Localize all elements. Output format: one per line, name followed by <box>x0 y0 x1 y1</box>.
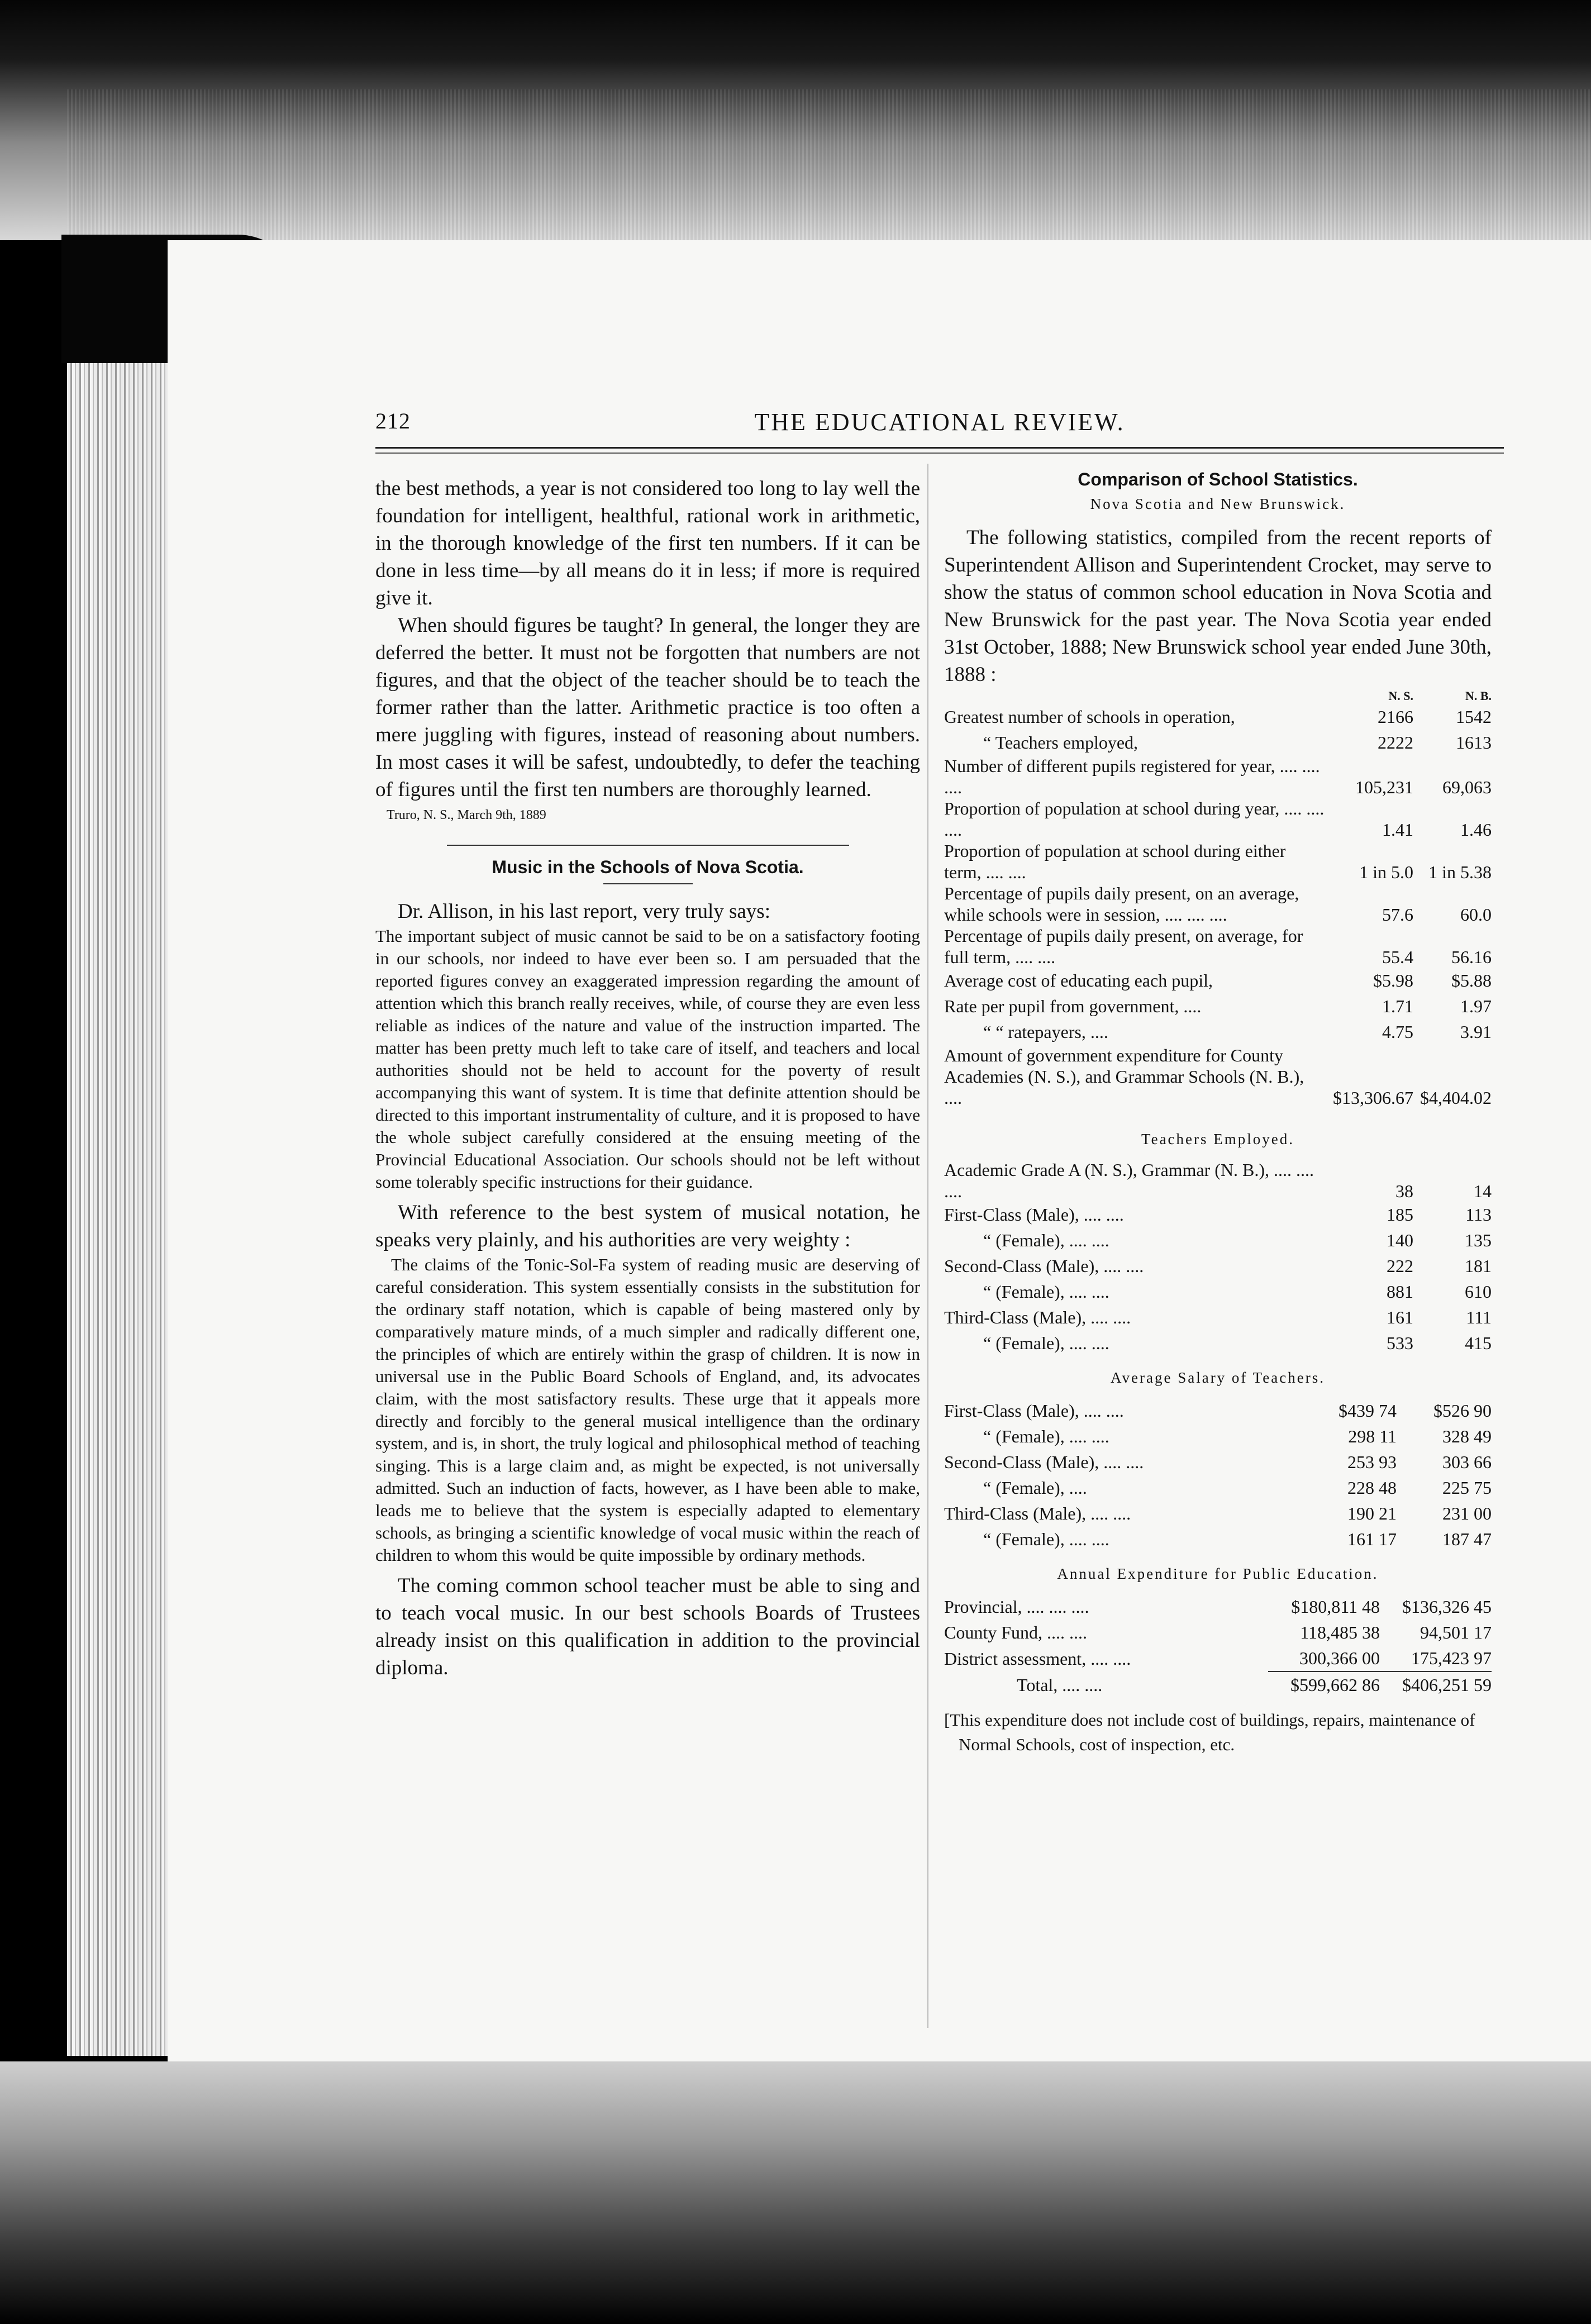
ns-value: 253 93 <box>1347 1452 1397 1472</box>
row-label: Number of different pupils registered for year, .... .... .... <box>944 756 1320 797</box>
row-label: Rate per pupil from government, .... <box>944 996 1202 1016</box>
ns-value: 2222 <box>1378 732 1413 753</box>
nb-value: 1.46 <box>1460 820 1492 840</box>
scan-bottom-shadow <box>0 2061 1591 2324</box>
row-label: Third-Class (Male), .... .... <box>944 1307 1131 1327</box>
row-label: Amount of government expenditure for County Academies (N. S.), and Grammar Schools (N. B.), .... <box>944 1045 1304 1108</box>
right-column <box>944 469 1492 1757</box>
journal-title: THE EDUCATIONAL REVIEW. <box>754 408 1125 436</box>
left-column <box>375 475 920 1682</box>
row-label: First-Class (Male), .... .... <box>944 1401 1124 1421</box>
total-label: Total, .... .... <box>1017 1675 1103 1695</box>
table-row <box>944 1475 1492 1501</box>
ns-value: 190 21 <box>1347 1503 1397 1523</box>
table-row <box>944 840 1492 883</box>
row-label: “ (Female), .... .... <box>983 1529 1109 1549</box>
nb-value: $136,326 45 <box>1402 1597 1492 1617</box>
nb-value: 1 in 5.38 <box>1428 862 1492 882</box>
quoted-paragraph: The important subject of music cannot be said to be on a satisfactory footing in our schools, nor indeed to have ever been so. I am persuaded that the reported figures convey an exaggerated impression regarding the amount of attention which this branch really receives, while, of course they are even less reliable as indices of the nature and value of the instruction imparted. The matter has been pretty much left to take care of itself, and teachers and local authorities should not be held to account for the poverty of result accompanying this want of system. It is time that definite attention should be directed to this important instrumentality of culture, and it is proposed to have the whole subject carefully considered at the ensuing meeting of the Provincial Educational Association. Our schools should not be left without some tolerably specific instructions for their guidance. <box>375 926 920 1192</box>
header-rule-double <box>375 453 1504 454</box>
nb-value: 94,501 17 <box>1420 1622 1492 1642</box>
row-label: “ (Female), .... .... <box>983 1426 1109 1446</box>
teachers-table <box>944 1159 1492 1356</box>
ns-value: 222 <box>1387 1256 1413 1276</box>
table-row <box>944 1449 1492 1475</box>
nb-value: 1613 <box>1456 732 1492 753</box>
ns-value: 38 <box>1395 1181 1413 1201</box>
ns-value: 118,485 38 <box>1300 1622 1380 1642</box>
ns-value: 1.41 <box>1382 820 1413 840</box>
nb-value: 113 <box>1465 1204 1492 1225</box>
paragraph: Dr. Allison, in his last report, very truly says: <box>398 900 770 923</box>
row-label: “ “ ratepayers, .... <box>983 1022 1108 1042</box>
page-number: 212 <box>375 408 411 434</box>
section-heading-statistics: Comparison of School Statistics. <box>1078 469 1358 489</box>
salary-table <box>944 1398 1492 1552</box>
nb-value: 175,423 97 <box>1411 1648 1492 1668</box>
paragraph: the best methods, a year is not considered too long to lay well the foundation for intelligent, healthful, rational work in arithmetic, in the thorough knowledge of the first ten numbers. If it can be done in less time—by all means do it in less; if more is required give it. <box>375 477 920 609</box>
row-label: Percentage of pupils daily present, on an average, while schools were in session, .... .... .... <box>944 883 1299 925</box>
paragraph: With reference to the best system of musical notation, he speaks very plainly, and his authorities are very weighty : <box>375 1201 920 1251</box>
row-label: Average cost of educating each pupil, <box>944 970 1213 990</box>
paragraph: The coming common school teacher must be able to sing and to teach vocal music. In our best schools Boards of Trustees already insist on this qualification in addition to the provincial diploma. <box>375 1574 920 1679</box>
teachers-heading: Teachers Employed. <box>1141 1131 1295 1147</box>
nb-value: 1542 <box>1456 707 1492 727</box>
nb-value: 14 <box>1474 1181 1492 1201</box>
table-row <box>944 1501 1492 1526</box>
ns-value: 300,366 00 <box>1299 1648 1380 1668</box>
nb-value: 415 <box>1465 1333 1492 1353</box>
ns-value: 228 48 <box>1347 1478 1397 1498</box>
table-row <box>944 1594 1492 1620</box>
section-subheading: Nova Scotia and New Brunswick. <box>1090 496 1346 512</box>
expenditure-heading: Annual Expenditure for Public Education. <box>1057 1565 1379 1582</box>
row-label: Second-Class (Male), .... .... <box>944 1256 1144 1276</box>
row-label: County Fund, .... .... <box>944 1622 1088 1642</box>
nb-value: 187 47 <box>1442 1529 1492 1549</box>
row-label: Proportion of population at school during year, .... .... .... <box>944 798 1325 840</box>
row-label: “ (Female), .... .... <box>983 1230 1109 1250</box>
row-label: Percentage of pupils daily present, on average, for full term, .... .... <box>944 926 1303 967</box>
table-row <box>944 993 1492 1019</box>
header-rule <box>375 447 1504 449</box>
nb-value: 69,063 <box>1442 777 1492 797</box>
expenditure-table <box>944 1594 1492 1698</box>
ns-value: $13,306.67 <box>1333 1088 1413 1108</box>
row-label: “ Teachers employed, <box>983 732 1139 753</box>
ns-value: 2166 <box>1378 707 1413 727</box>
ns-value: 161 17 <box>1347 1529 1397 1549</box>
table-row <box>944 1019 1492 1045</box>
ns-value: $5.98 <box>1373 970 1413 990</box>
ns-value: 1 in 5.0 <box>1359 862 1413 882</box>
nb-value: 610 <box>1465 1282 1492 1302</box>
quoted-paragraph: The claims of the Tonic-Sol-Fa system of reading music are deserving of careful consideration. This system essentially consists in the substitution for the ordinary staff notation, which is capable of being mastered only by comparatively mature minds, of a much simpler and radically different one, the principles of which are entirely within the grasp of children. It is now in universal use in the Public Board Schools of England, and, its advocates claim, with the most satisfactory results. These urge that it appeals more directly and forcibly to the general musical intelligence than the ordinary system, and is, in short, the truly logical and philosophical method of teaching singing. This is a large claim and, as might be expected, is not universally admitted. Such an induction of facts, however, as I have been able to make, leads me to believe that the system is especially adapted to elementary schools, as bringing a scientific knowledge of vocal music within the reach of children to whom this would be quite impossible by ordinary methods. <box>375 1255 920 1565</box>
column-header-ns: N. S. <box>1388 689 1413 703</box>
ns-value: 140 <box>1387 1230 1413 1250</box>
ns-value: $180,811 48 <box>1291 1597 1380 1617</box>
table-row <box>944 1227 1492 1253</box>
ns-value: 881 <box>1387 1282 1413 1302</box>
row-label: District assessment, .... .... <box>944 1649 1131 1669</box>
table-row <box>944 1304 1492 1330</box>
column-rule <box>927 464 928 2028</box>
scan-top-shadow <box>0 0 1591 240</box>
paragraph: When should figures be taught? In general, the longer they are deferred the better. It must not be forgotten that numbers are not figures, and that the object of the teacher should be to teach the former rather than the latter. Arithmetic practice is too often a mere juggling with figures, instead of reasoning about numbers. In most cases it will be safest, undoubtedly, to defer the teaching of figures until the first ten numbers are thoroughly learned. <box>375 614 920 801</box>
ns-value: 185 <box>1387 1204 1413 1225</box>
table-row <box>944 798 1492 840</box>
row-label: Provincial, .... .... .... <box>944 1597 1089 1617</box>
row-label: First-Class (Male), .... .... <box>944 1204 1124 1225</box>
column-header-nb: N. B. <box>1465 689 1492 703</box>
signature-line: Truro, N. S., March 9th, 1889 <box>387 808 546 822</box>
table-header-row <box>944 688 1492 704</box>
statistics-table <box>944 688 1492 1108</box>
row-label: Second-Class (Male), .... .... <box>944 1452 1144 1472</box>
scan-grain <box>67 89 1591 246</box>
row-label: “ (Female), .... .... <box>983 1282 1109 1302</box>
table-row <box>944 1526 1492 1552</box>
nb-value: 1.97 <box>1460 996 1492 1016</box>
ns-value: $439 74 <box>1338 1401 1397 1421</box>
nb-value: 303 66 <box>1442 1452 1492 1472</box>
table-row <box>944 883 1492 925</box>
ns-value: 4.75 <box>1382 1022 1413 1042</box>
row-label: “ (Female), .... <box>983 1478 1087 1498</box>
row-label: Proportion of population at school during either term, .... .... <box>944 841 1286 882</box>
table-row <box>944 1398 1492 1423</box>
table-row <box>944 1253 1492 1279</box>
ns-value: 161 <box>1387 1307 1413 1327</box>
table-row <box>944 1202 1492 1227</box>
salary-heading: Average Salary of Teachers. <box>1111 1369 1325 1386</box>
row-label: “ (Female), .... .... <box>983 1333 1109 1353</box>
total-ns: $599,662 86 <box>1268 1671 1380 1698</box>
nb-value: 56.16 <box>1451 947 1492 967</box>
section-divider <box>447 845 849 846</box>
table-row <box>944 1279 1492 1304</box>
table-row <box>944 1620 1492 1645</box>
row-label: Academic Grade A (N. S.), Grammar (N. B.), .... .... .... <box>944 1160 1314 1201</box>
nb-value: $526 90 <box>1433 1401 1492 1421</box>
ns-value: 533 <box>1387 1333 1413 1353</box>
section-heading-music: Music in the Schools of Nova Scotia. <box>492 857 804 877</box>
ns-value: 105,231 <box>1355 777 1413 797</box>
nb-value: 135 <box>1465 1230 1492 1250</box>
page-header <box>375 408 1504 441</box>
table-row <box>944 1645 1492 1671</box>
nb-value: 181 <box>1465 1256 1492 1276</box>
ns-value: 298 11 <box>1348 1426 1397 1446</box>
nb-value: 231 00 <box>1442 1503 1492 1523</box>
nb-value: $5.88 <box>1451 970 1492 990</box>
table-row <box>944 1045 1492 1108</box>
row-label: Third-Class (Male), .... .... <box>944 1503 1131 1523</box>
table-row <box>944 1159 1492 1202</box>
table-row <box>944 1423 1492 1449</box>
table-row <box>944 925 1492 968</box>
nb-value: $4,404.02 <box>1420 1088 1492 1108</box>
ns-value: 1.71 <box>1382 996 1413 1016</box>
table-row <box>944 730 1492 755</box>
table-row <box>944 755 1492 798</box>
book-binding <box>67 235 168 2056</box>
nb-value: 225 75 <box>1442 1478 1492 1498</box>
total-row <box>944 1671 1492 1698</box>
nb-value: 3.91 <box>1460 1022 1492 1042</box>
heading-rule <box>603 883 693 884</box>
table-row <box>944 1330 1492 1356</box>
table-row <box>944 704 1492 730</box>
expenditure-note: [This expenditure does not include cost of buildings, repairs, maintenance of Normal Schools, cost of inspection, etc. <box>944 1710 1475 1754</box>
ns-value: 57.6 <box>1382 904 1413 925</box>
row-label: Greatest number of schools in operation, <box>944 707 1235 727</box>
scan-left-edge <box>0 240 67 2324</box>
ns-value: 55.4 <box>1382 947 1413 967</box>
total-nb: $406,251 59 <box>1380 1671 1492 1698</box>
nb-value: 60.0 <box>1460 904 1492 925</box>
nb-value: 328 49 <box>1442 1426 1492 1446</box>
nb-value: 111 <box>1466 1307 1492 1327</box>
intro-paragraph: The following statistics, compiled from the recent reports of Superintendent Allison and Superintendent Crocket, may serve to show the status of common school education in Nova Scotia and New Brunswick for the past year. The Nova Scotia year ended 31st October, 1888; New Brunswick school year ended June 30th, 1888 : <box>944 526 1492 686</box>
table-row <box>944 968 1492 993</box>
